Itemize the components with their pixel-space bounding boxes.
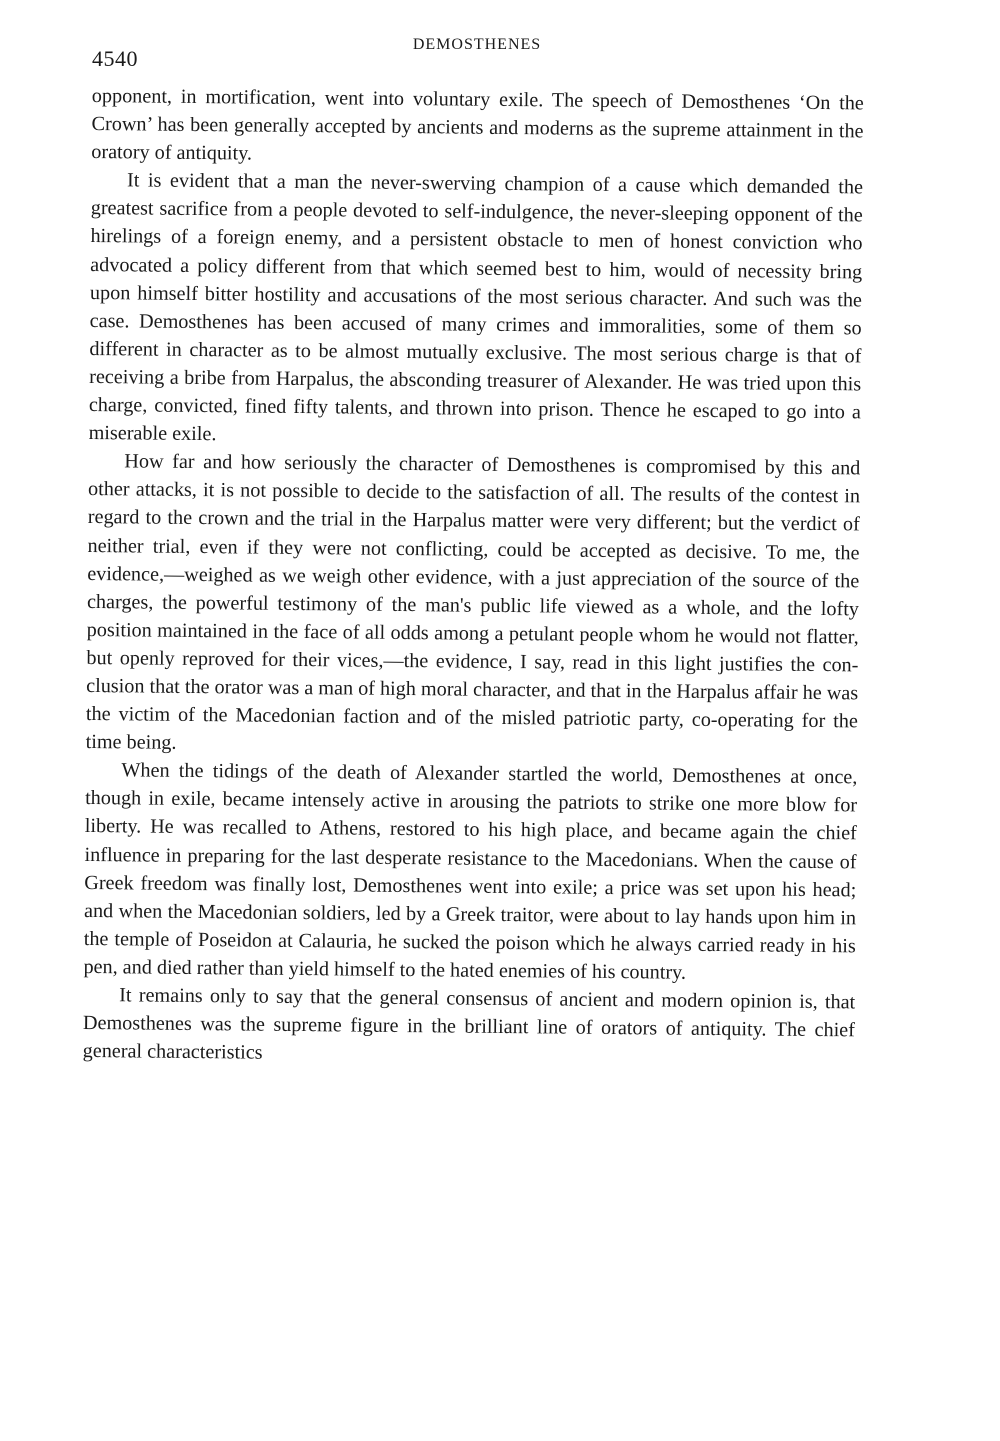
paragraph-accusations: It is evident that a man the never-swerving champion of a cause which demanded the greatest sacrifice from a people devoted to self-indulgence, the never-sleeping opponent of the hirelings of a foreign enemy, and a persistent obstacle to men of honest conviction who advocated a policy different from that which seemed best to him, would of necessity bring upon himself bitter hostility and accusations of the most serious character. And such was the case. Demosthenes has been accused of many crimes and immoralities, some of them so different in character as to be almost mutually exclusive. The most serious charge is that of receiving a bribe from Harpalus, the absconding treasurer of Alexander. He was tried upon this charge, convicted, fined fifty talents, and thrown into prison. Thence he escaped to go into a miserable exile. bbox=[88, 169, 864, 446]
paragraph-continuation: opponent, in mortification, went into voluntary exile. The speech of Demosthenes ‘On the Crown’ has been generally accepted by ancients and moderns as the supreme attainment in the oratory of antiquity. bbox=[91, 84, 864, 165]
paragraph-evidence: How far and how seriously the character of Demosthenes is compromised by this and other attacks, it is not possible to decide to the satisfaction of all. The results of the contest in regard to the crown and the trial in the Harpalus matter were very different; but the verdict of neither trial, even if they were not conflicting, could be accepted as decisive. To me, the evidence,—weighed as we weigh other evidence, with a just appreciation of the source of the charges, the powerful testimony of the man's public life viewed as a whole, and the lofty position maintained in the face of all odds among a petulant people whom he would not flatter, but openly reproved for their vices,—the evidence, I say, read in this light justifies the conclusion that the orator was a man of high moral character, and that in the Harpalus affair he was the victim of the Macedonian faction and of the misled patriotic party, co-operating for the time being. bbox=[85, 450, 861, 754]
running-head: DEMOSTHENES bbox=[412, 36, 542, 53]
page-header bbox=[92, 36, 862, 71]
page-number: 4540 bbox=[92, 46, 138, 71]
paragraph-consensus: It remains only to say that the general consensus of ancient and modern opinion is, that Demosthenes was the supreme figure in the brilliant line of orators of antiquity. The chief general characteristics bbox=[82, 984, 856, 1064]
paragraph-death: When the tidings of the death of Alexander startled the world, Demosthenes at once, though in exile, became intensely active in arousing the patriots to strike one more blow for liberty. He was recalled to Athens, restored to his high place, and became again the chief influence in preparing for the last desperate resistance to the Macedonians. When the cause of Greek freedom was finally lost, Demosthenes went into exile; a price was set upon his head; and when the Macedonian soldiers, led by a Greek traitor, were about to lay hands upon him in the temple of Poseidon at Calauria, he sucked the poison which he always carried ready in his pen, and died rather than yield himself to the hated enemies of his country. bbox=[83, 759, 858, 984]
body-text bbox=[83, 82, 864, 1073]
